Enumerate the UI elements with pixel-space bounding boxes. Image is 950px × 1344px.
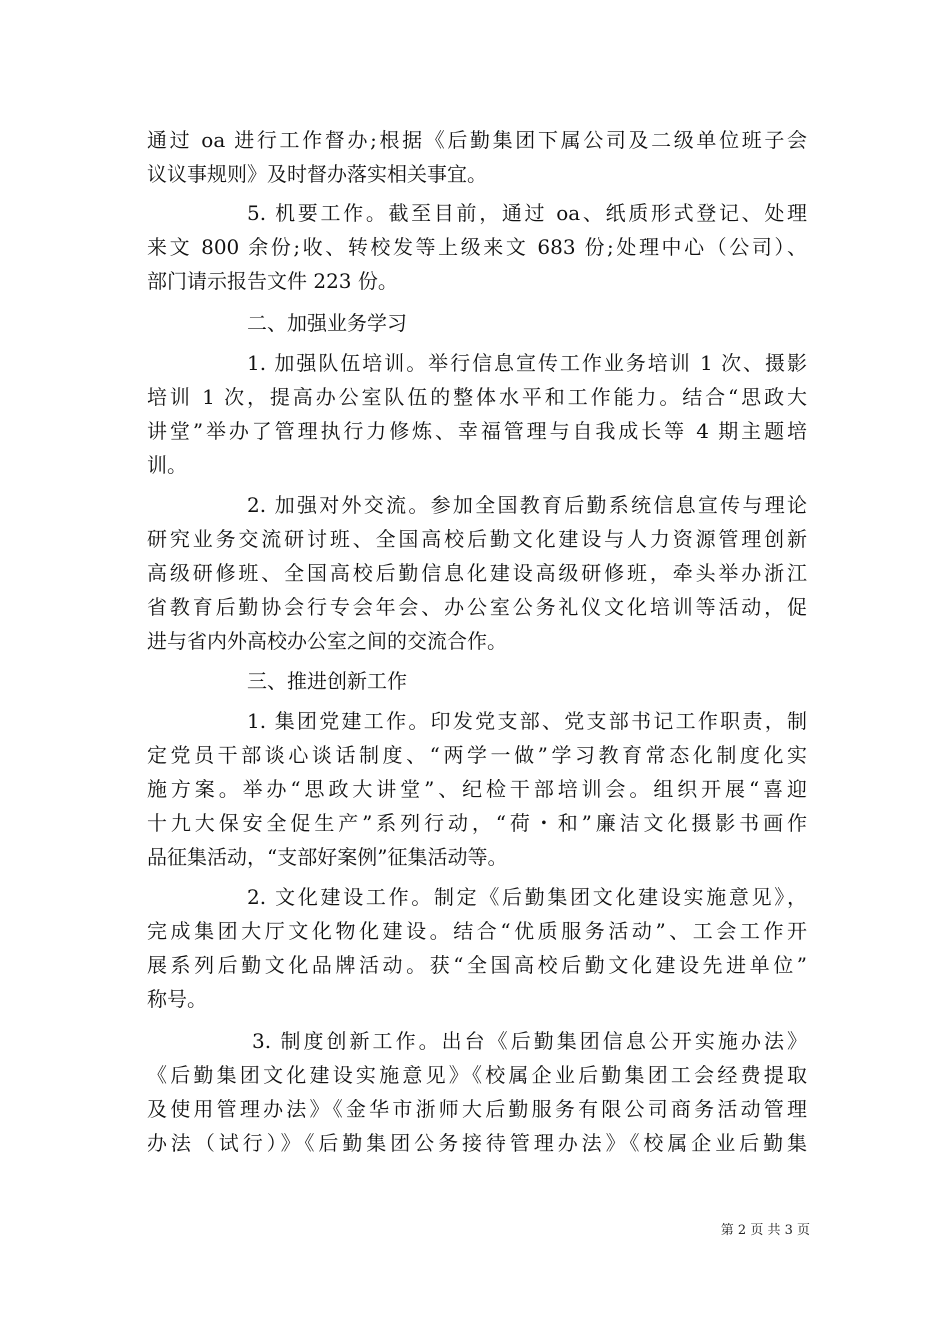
- text-line: 1. 集团党建工作。印发党支部、党支部书记工作职责，制: [247, 709, 807, 733]
- text-line: 讲堂”举办了管理执行力修炼、幸福管理与自我成长等 4 期主题培: [147, 419, 807, 443]
- text-line: 训。: [147, 453, 187, 477]
- text-line: 来文 800 余份;收、转校发等上级来文 683 份;处理中心（公司）、: [147, 235, 807, 259]
- text-line: 二、加强业务学习: [247, 311, 407, 335]
- text-line: 2. 加强对外交流。参加全国教育后勤系统信息宣传与理论: [247, 493, 807, 517]
- text-line: 称号。: [147, 987, 207, 1011]
- text-line: 定党员干部谈心谈话制度、“两学一做”学习教育常态化制度化实: [147, 743, 807, 767]
- text-line: 议议事规则》及时督办落实相关事宜。: [147, 162, 487, 186]
- text-line: 2. 文化建设工作。制定《后勤集团文化建设实施意见》，: [247, 885, 807, 909]
- text-line: 3. 制度创新工作。出台《后勤集团信息公开实施办法》: [252, 1029, 807, 1053]
- text-line: 5. 机要工作。截至目前，通过 oa、纸质形式登记、处理: [247, 201, 807, 225]
- text-line: 施方案。举办“思政大讲堂”、纪检干部培训会。组织开展“喜迎: [147, 777, 807, 801]
- text-line: 通过 oa 进行工作督办;根据《后勤集团下属公司及二级单位班子会: [147, 128, 807, 152]
- text-line: 办法（试行）》《后勤集团公务接待管理办法》《校属企业后勤集: [147, 1131, 807, 1155]
- text-line: 十九大保安全促生产”系列行动，“荷・和”廉洁文化摄影书画作: [147, 811, 807, 835]
- text-line: 展系列后勤文化品牌活动。获“全国高校后勤文化建设先进单位”: [147, 953, 807, 977]
- text-line: 进与省内外高校办公室之间的交流合作。: [147, 629, 507, 653]
- text-line: 研究业务交流研讨班、全国高校后勤文化建设与人力资源管理创新: [147, 527, 807, 551]
- text-line: 省教育后勤协会行专会年会、办公室公务礼仪文化培训等活动，促: [147, 595, 807, 619]
- text-line: 高级研修班、全国高校后勤信息化建设高级研修班，牵头举办浙江: [147, 561, 807, 585]
- text-line: 三、推进创新工作: [247, 669, 407, 693]
- page-number: 第 2 页 共 3 页: [720, 1223, 810, 1238]
- text-line: 品征集活动，“支部好案例”征集活动等。: [147, 845, 508, 869]
- text-line: 培训 1 次，提高办公室队伍的整体水平和工作能力。结合“思政大: [147, 385, 807, 409]
- text-line: 及使用管理办法》《金华市浙师大后勤服务有限公司商务活动管理: [147, 1097, 807, 1121]
- text-line: 1. 加强队伍培训。举行信息宣传工作业务培训 1 次、摄影: [247, 351, 807, 375]
- text-line: 部门请示报告文件 223 份。: [147, 269, 398, 293]
- text-line: 完成集团大厅文化物化建设。结合“优质服务活动”、工会工作开: [147, 919, 807, 943]
- text-line: 《后勤集团文化建设实施意见》《校属企业后勤集团工会经费提取: [147, 1063, 807, 1087]
